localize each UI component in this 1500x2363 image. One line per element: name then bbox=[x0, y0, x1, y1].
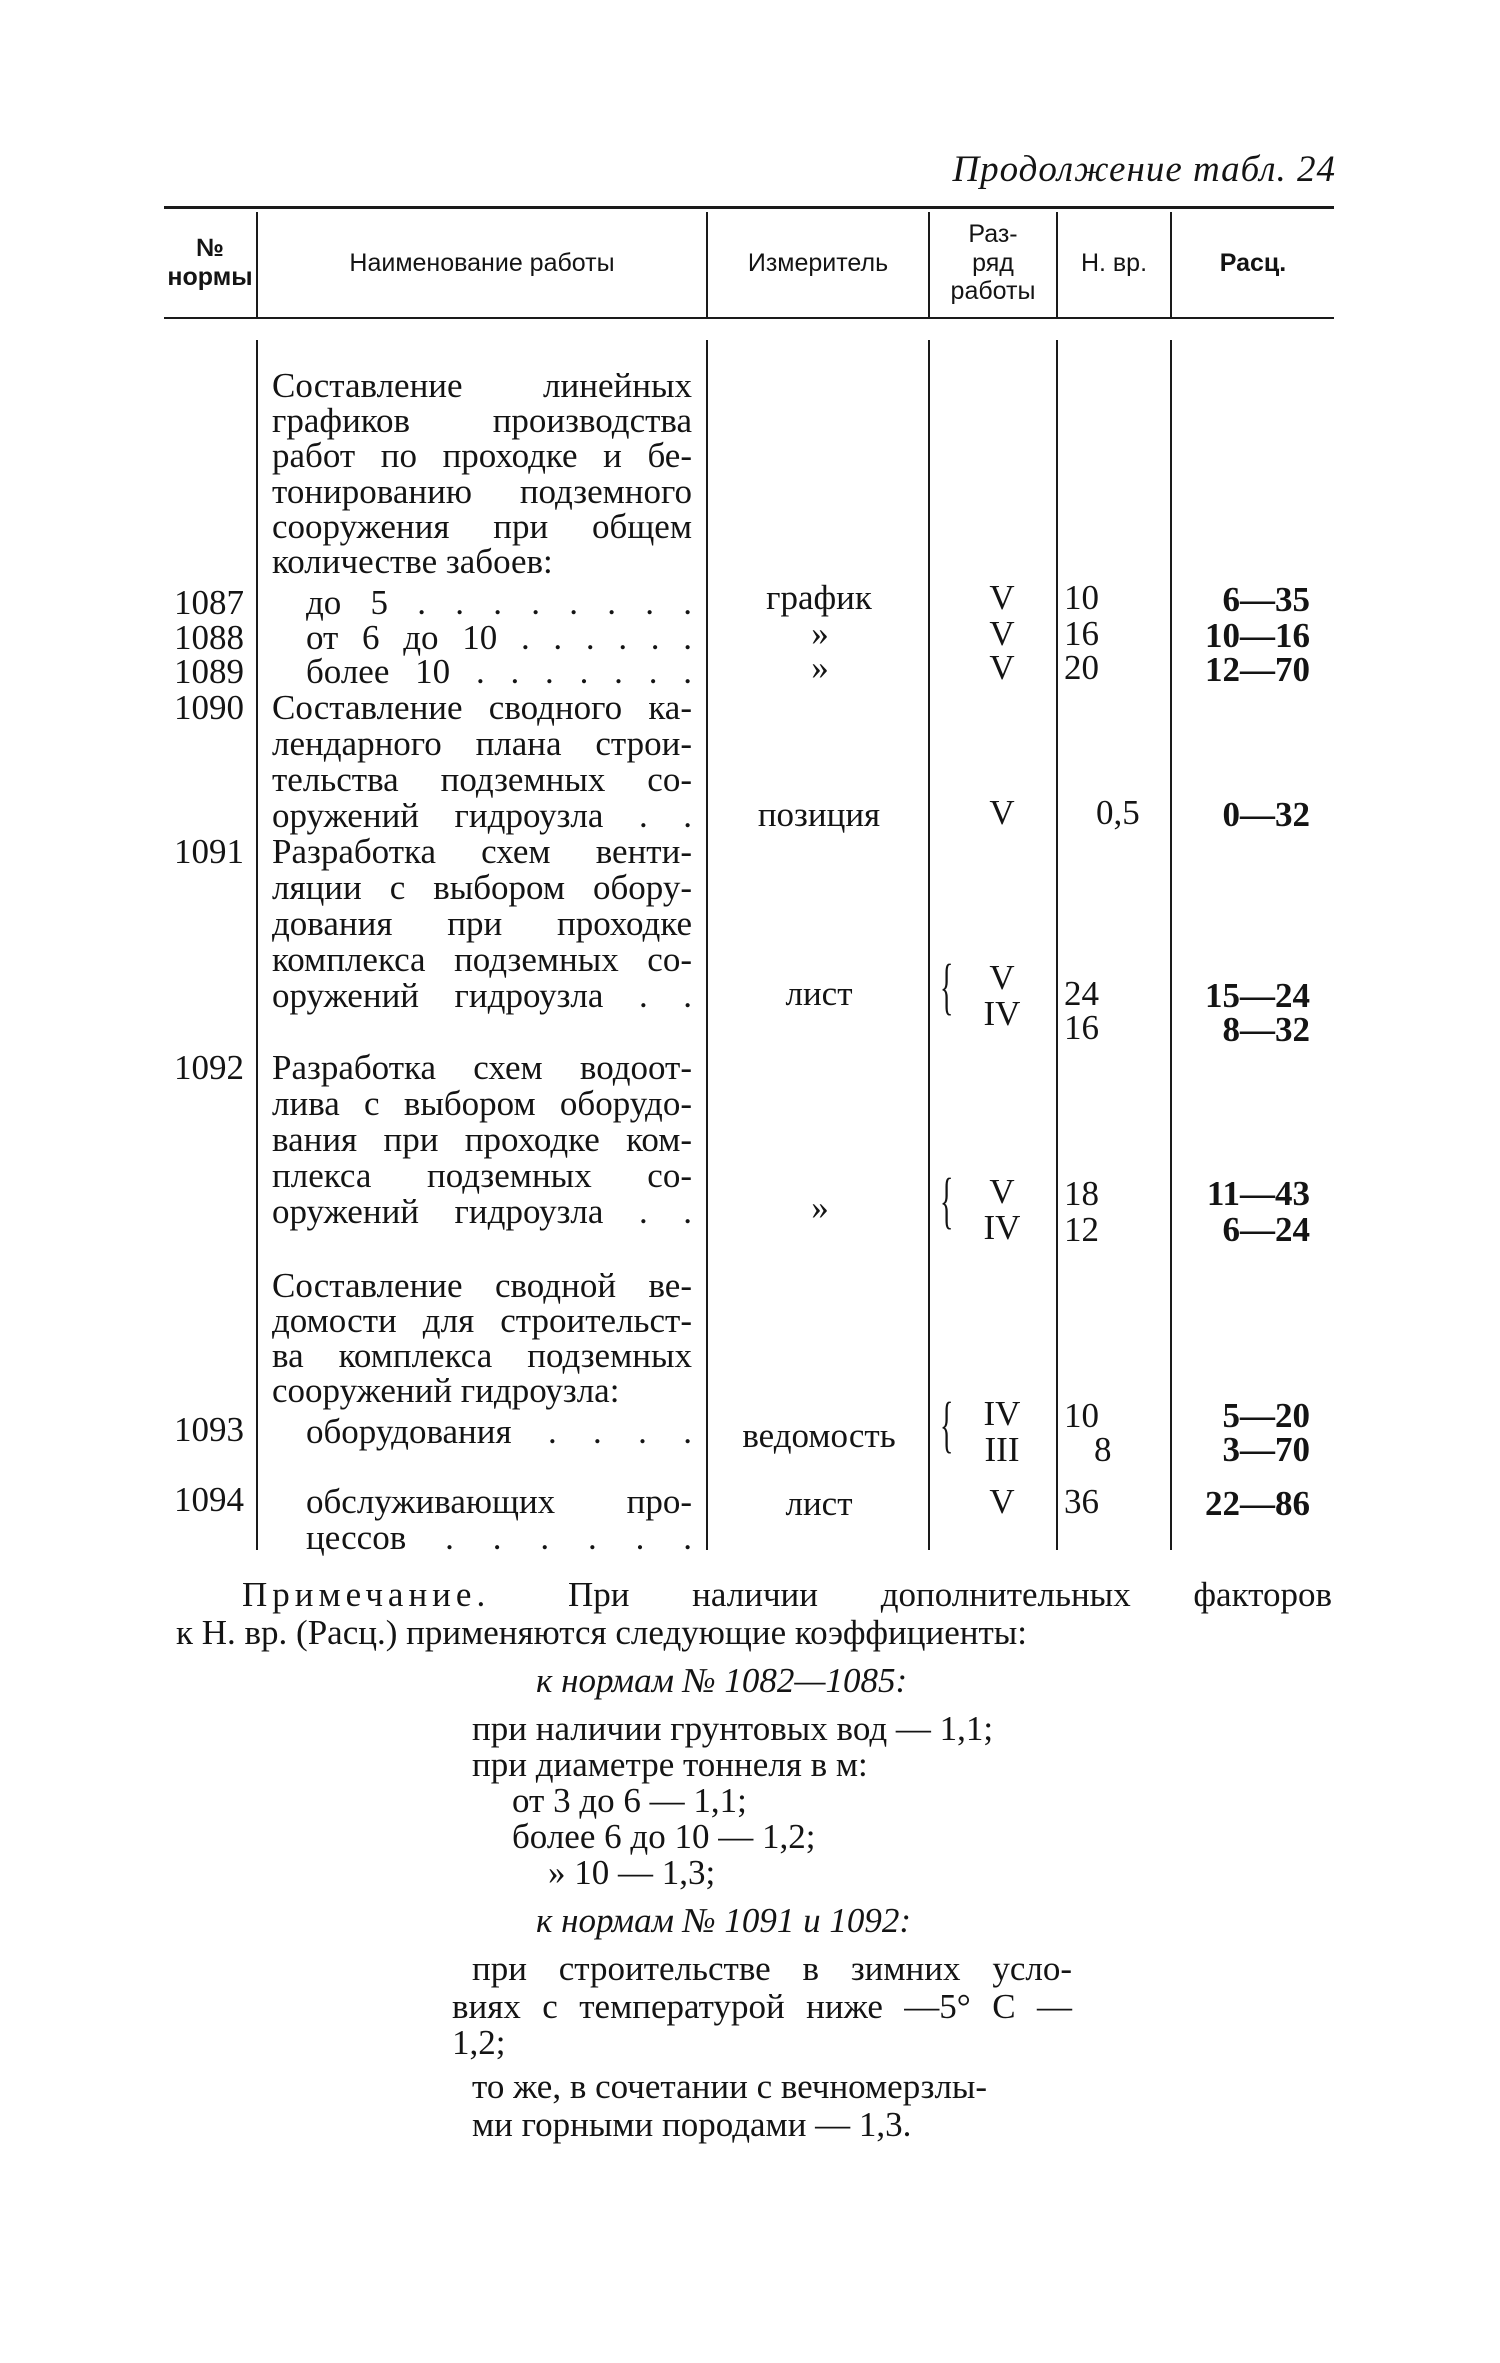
unit-cell: ведомость bbox=[742, 1416, 896, 1455]
unit-cell: график bbox=[766, 578, 872, 617]
rate-cell: 12—70 bbox=[1205, 650, 1310, 689]
column-divider bbox=[706, 340, 708, 1550]
work-name: более 10 . . . . . . . bbox=[306, 652, 692, 691]
grade-cell: V bbox=[989, 1172, 1015, 1211]
work-name: от 6 до 10 . . . . . . bbox=[306, 618, 692, 657]
norm-number: 1091 bbox=[174, 832, 244, 871]
group-description-line: работ по проходке и бе- bbox=[272, 436, 692, 475]
work-name-line: Разработка схем водоот- bbox=[272, 1048, 692, 1087]
time-cell: 20 bbox=[1064, 648, 1099, 687]
time-cell: 12 bbox=[1064, 1210, 1099, 1249]
norm-number: 1088 bbox=[174, 618, 244, 657]
norm-number: 1094 bbox=[174, 1480, 244, 1519]
time-cell: 8 bbox=[1094, 1430, 1112, 1469]
unit-cell: лист bbox=[785, 974, 853, 1013]
time-cell: 36 bbox=[1064, 1482, 1099, 1521]
grade-cell: IV bbox=[983, 1208, 1021, 1247]
time-cell: 24 bbox=[1064, 974, 1099, 1013]
grade-cell: V bbox=[989, 1482, 1015, 1521]
note-line: более 6 до 10 — 1,2; bbox=[512, 1817, 816, 1856]
unit-cell: » bbox=[811, 1188, 829, 1227]
work-name-line: Составление сводного ка- bbox=[272, 688, 692, 727]
note-text: При наличии дополнительных факторов bbox=[568, 1575, 1332, 1614]
time-cell: 0,5 bbox=[1096, 793, 1140, 832]
column-divider bbox=[256, 340, 258, 1550]
rate-cell: 5—20 bbox=[1222, 1396, 1310, 1435]
unit-cell: » bbox=[811, 648, 829, 687]
work-name-line: комплекса подземных со- bbox=[272, 940, 692, 979]
rate-cell: 15—24 bbox=[1205, 976, 1310, 1015]
rate-cell: 8—32 bbox=[1222, 1010, 1310, 1049]
grade-cell: V bbox=[989, 578, 1015, 617]
work-name-line: ляции с выбором обору- bbox=[272, 868, 692, 907]
table-top-rule bbox=[164, 206, 1334, 209]
note-line: при строительстве в зимних усло- bbox=[472, 1949, 1072, 1988]
rate-cell: 22—86 bbox=[1205, 1484, 1310, 1523]
work-name-line: оружений гидроузла . . bbox=[272, 796, 692, 835]
note-text: к Н. вр. (Расц.) применяются следующие коэффициенты: bbox=[176, 1613, 1028, 1652]
work-name-line: дования при проходке bbox=[272, 904, 692, 943]
note-line: 1,2; bbox=[452, 2023, 506, 2062]
group-description-line: ва комплекса подземных bbox=[272, 1336, 692, 1375]
work-name-line: лендарного плана строи- bbox=[272, 724, 692, 763]
work-name: оборудования . . . . bbox=[306, 1412, 692, 1451]
header-grade: Раз- ряд работы bbox=[950, 219, 1036, 306]
grade-cell: V bbox=[989, 793, 1015, 832]
rate-cell: 0—32 bbox=[1222, 795, 1310, 834]
group-description-line: сооружения при общем bbox=[272, 507, 692, 546]
header-norm-no: № нормы bbox=[167, 234, 253, 291]
grade-brace: { bbox=[940, 1391, 954, 1459]
note-subtitle: к нормам № 1082—1085: bbox=[536, 1661, 908, 1700]
time-cell: 10 bbox=[1064, 578, 1099, 617]
work-name-line: Разработка схем венти- bbox=[272, 832, 692, 871]
rate-cell: 6—35 bbox=[1222, 580, 1310, 619]
time-cell: 16 bbox=[1064, 614, 1099, 653]
header-rate: Расц. bbox=[1219, 248, 1287, 277]
time-cell: 16 bbox=[1064, 1008, 1099, 1047]
header-time: Н. вр. bbox=[1080, 248, 1148, 277]
note-line: » 10 — 1,3; bbox=[548, 1853, 716, 1892]
note-subtitle: к нормам № 1091 и 1092: bbox=[536, 1901, 912, 1940]
norm-number: 1089 bbox=[174, 652, 244, 691]
norm-number: 1087 bbox=[174, 583, 244, 622]
group-description-line: Составление сводной ве- bbox=[272, 1266, 692, 1305]
group-description-line: домости для строительст- bbox=[272, 1301, 692, 1340]
work-name-line: тельства подземных со- bbox=[272, 760, 692, 799]
unit-cell: » bbox=[811, 614, 829, 653]
work-name-line: плекса подземных со- bbox=[272, 1156, 692, 1195]
work-name-line: оружений гидроузла . . bbox=[272, 1192, 692, 1231]
header-name: Наименование работы bbox=[349, 248, 615, 277]
column-divider bbox=[928, 340, 930, 1550]
group-description-line: графиков производства bbox=[272, 401, 692, 440]
rate-cell: 6—24 bbox=[1222, 1210, 1310, 1249]
grade-cell: V bbox=[989, 614, 1015, 653]
unit-cell: позиция bbox=[757, 795, 881, 834]
note-line: при диаметре тоннеля в м: bbox=[472, 1745, 868, 1784]
group-description-line: тонированию подземного bbox=[272, 472, 692, 511]
note-line: от 3 до 6 — 1,1; bbox=[512, 1781, 747, 1820]
work-name: до 5 . . . . . . . . bbox=[306, 583, 692, 622]
note-label: Примечание. bbox=[242, 1575, 491, 1614]
time-cell: 10 bbox=[1064, 1396, 1099, 1435]
table-caption: Продолжение табл. 24 bbox=[952, 149, 1336, 190]
column-divider bbox=[1170, 340, 1172, 1550]
grade-cell: IV bbox=[983, 1394, 1021, 1433]
rate-cell: 3—70 bbox=[1222, 1430, 1310, 1469]
time-cell: 18 bbox=[1064, 1174, 1099, 1213]
group-description-line: сооружений гидроузла: bbox=[272, 1371, 620, 1410]
work-name-line: оружений гидроузла . . bbox=[272, 976, 692, 1015]
unit-cell: лист bbox=[785, 1484, 853, 1523]
grade-cell: V bbox=[989, 958, 1015, 997]
norm-number: 1093 bbox=[174, 1410, 244, 1449]
rate-cell: 10—16 bbox=[1205, 616, 1310, 655]
grade-cell: V bbox=[989, 648, 1015, 687]
rate-cell: 11—43 bbox=[1206, 1174, 1310, 1213]
group-description-line: Составление линейных bbox=[272, 366, 692, 405]
note-line: ми горными породами — 1,3. bbox=[472, 2105, 912, 2144]
column-divider bbox=[1056, 340, 1058, 1550]
grade-cell: IV bbox=[983, 994, 1021, 1033]
work-name-line: обслуживающих про- bbox=[306, 1482, 692, 1521]
work-name-line: цессов . . . . . . bbox=[306, 1518, 692, 1557]
note-line: при наличии грунтовых вод — 1,1; bbox=[472, 1709, 994, 1748]
grade-brace: { bbox=[940, 953, 954, 1021]
header-unit: Измеритель bbox=[747, 248, 889, 277]
note-line: то же, в сочетании с вечномерзлы- bbox=[472, 2067, 988, 2106]
group-description-line: количестве забоев: bbox=[272, 542, 553, 581]
norm-number: 1090 bbox=[174, 688, 244, 727]
table-header-rule bbox=[164, 317, 1334, 319]
note-line: виях с температурой ниже —5° С — bbox=[452, 1987, 1072, 2026]
work-name-line: лива с выбором оборудо- bbox=[272, 1084, 692, 1123]
grade-brace: { bbox=[940, 1167, 954, 1235]
grade-cell: III bbox=[984, 1430, 1020, 1469]
work-name-line: вания при проходке ком- bbox=[272, 1120, 692, 1159]
norm-number: 1092 bbox=[174, 1048, 244, 1087]
